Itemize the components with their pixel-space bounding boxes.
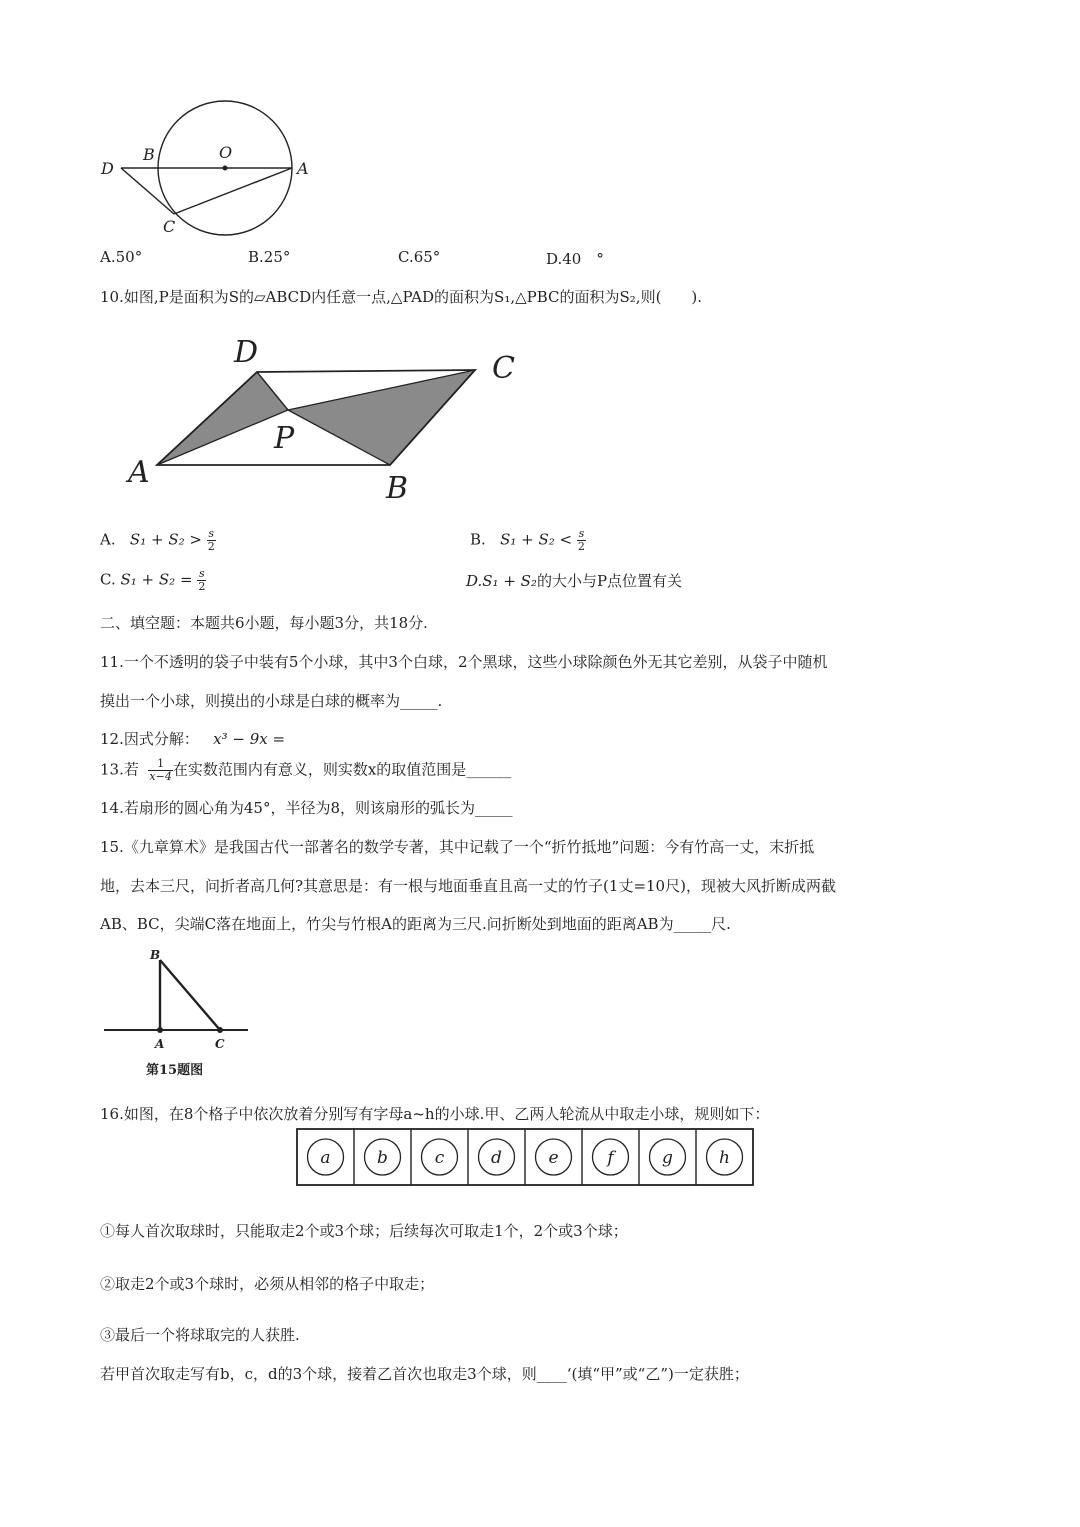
- q16-ball-grid: [296, 1128, 756, 1188]
- ball-label-e: e: [548, 1148, 559, 1168]
- option-letter: B.: [470, 530, 486, 549]
- segment-bc: [160, 960, 220, 1030]
- label-c: C: [163, 217, 176, 236]
- q9-option-a: A.50°: [100, 248, 143, 266]
- label-b: B: [143, 145, 155, 164]
- option-expr: D.S₁ + S₂: [466, 572, 537, 590]
- option-expr: S₁ + S₂ =: [120, 570, 193, 589]
- label-b: B: [386, 471, 409, 506]
- q9-option-c: C.65°: [398, 248, 441, 266]
- q10-option-a: [100, 528, 216, 553]
- option-expr: S₁ + S₂ <: [500, 530, 573, 549]
- q9-circle-figure: [95, 90, 335, 240]
- q12-expr: x³ − 9x =: [213, 730, 286, 748]
- q11-line-2: 摸出一个小球，则摸出的小球是白球的概率为_____.: [100, 692, 443, 710]
- ball-label-h: h: [719, 1148, 730, 1168]
- q13: [100, 758, 511, 783]
- option-letter: A.: [100, 530, 116, 549]
- ball-label-f: f: [607, 1148, 614, 1168]
- label-p: P: [274, 421, 295, 456]
- point-a: [157, 1027, 163, 1033]
- ball-label-c: c: [434, 1148, 445, 1168]
- label-b: B: [150, 948, 161, 962]
- q15-line-1: 15.《九章算术》是我国古代一部著名的数学专著，其中记载了一个“折竹抵地”问题：今有竹高一丈，末折抵: [100, 838, 815, 856]
- q12: [100, 728, 285, 749]
- fraction: $\frac{s}{2}$: [207, 527, 215, 553]
- triangle-pbc: [288, 370, 475, 465]
- q9-option-b: B.25°: [248, 248, 291, 266]
- q13-suffix: 在实数范围内有意义，则实数x的取值范围是______: [172, 760, 512, 779]
- q15-line-2: 地，去本三尺，问折者高几何?其意思是：有一根与地面垂直且高一丈的竹子(1丈=10尺)，现被大风折断成两截: [100, 877, 836, 895]
- q16-rule-3: ③最后一个将球取完的人获胜.: [100, 1326, 300, 1344]
- q15-bamboo-figure: [100, 944, 260, 1084]
- figure-caption: 第15题图: [146, 1063, 204, 1078]
- q11-line-1: 11.一个不透明的袋子中装有5个小球，其中3个白球，2个黑球，这些小球除颜色外无其它差别，从袋子中随机: [100, 653, 828, 671]
- q10-option-b: [470, 528, 586, 553]
- label-d: D: [234, 335, 259, 370]
- fraction: $\frac{s}{2}$: [198, 567, 206, 593]
- label-d: D: [101, 159, 114, 178]
- ball-label-b: b: [377, 1148, 388, 1168]
- label-c: C: [492, 351, 515, 386]
- q16-rule-2: ②取走2个或3个球时，必须从相邻的格子中取走；: [100, 1275, 435, 1293]
- q15-line-3: AB、BC，尖端C落在地面上，竹尖与竹根A的距离为三尺.问折断处到地面的距离AB为_____尺.: [100, 915, 731, 933]
- label-a: A: [128, 455, 150, 490]
- option-letter: C.: [100, 570, 116, 589]
- q12-prefix: 12.因式分解：: [100, 730, 199, 748]
- q10-stem: 10.如图,P是面积为S的▱ABCD内任意一点,△PAD的面积为S₁,△PBC的面积为S₂,则( ).: [100, 288, 703, 306]
- q16-last: 若甲首次取走写有b，c，d的3个球，接着乙首次也取走3个球，则____‘(填“甲”或“乙”)一定获胜；: [100, 1365, 749, 1383]
- q10-parallelogram-figure: [120, 330, 540, 510]
- option-text: 的大小与P点位置有关: [536, 572, 683, 590]
- q16-rule-1: ①每人首次取球时，只能取走2个或3个球；后续每次可取走1个，2个或3个球；: [100, 1222, 628, 1240]
- option-expr: S₁ + S₂ >: [129, 530, 202, 549]
- fraction: $\frac{s}{2}$: [577, 527, 585, 553]
- segment-ca: [174, 168, 292, 214]
- q13-prefix: 13.若: [100, 760, 139, 779]
- q10-option-d: [466, 570, 682, 591]
- q9-option-d: D.40 °: [546, 250, 604, 268]
- point-c: [217, 1027, 223, 1033]
- label-a: A: [155, 1037, 165, 1051]
- fraction: $\frac{1}{x-4}$: [149, 757, 172, 783]
- q14: 14.若扇形的圆心角为45°，半径为8，则该扇形的弧长为_____: [100, 799, 513, 817]
- q16-stem: 16.如图，在8个格子中依次放着分别写有字母a~h的小球.甲、乙两人轮流从中取走小球，规则如下：: [100, 1105, 770, 1123]
- label-o: O: [219, 143, 233, 162]
- label-a: A: [297, 159, 309, 178]
- ball-label-d: d: [491, 1148, 502, 1168]
- label-c: C: [215, 1037, 225, 1051]
- segment-dc: [121, 168, 174, 214]
- q10-option-c: [100, 568, 206, 593]
- ball-label-g: g: [662, 1148, 673, 1168]
- ball-label-a: a: [320, 1148, 331, 1168]
- section-heading: 二、填空题：本题共6小题，每小题3分，共18分.: [100, 614, 428, 632]
- center-dot: [223, 166, 228, 171]
